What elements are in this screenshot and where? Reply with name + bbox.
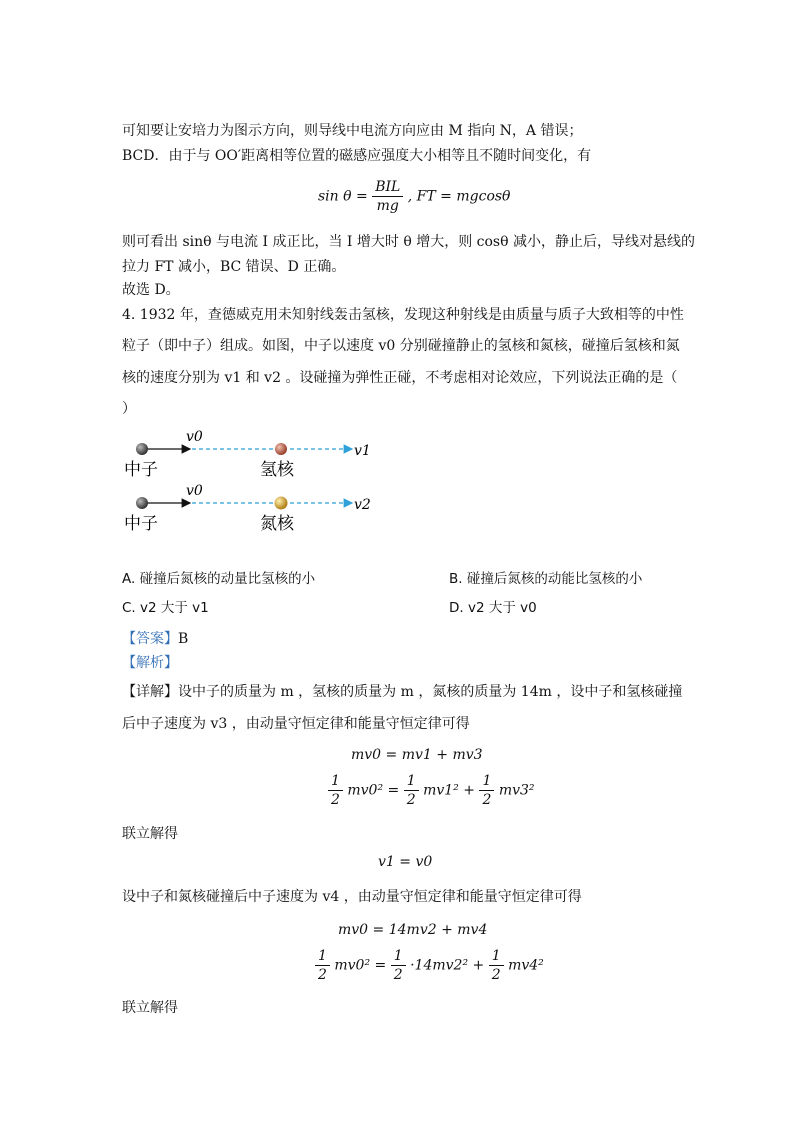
answer-tag: 【答案】 — [122, 631, 178, 647]
fraction-half — [391, 947, 406, 984]
label-nitrogen: 氮核 — [260, 514, 294, 534]
fraction-numerator: 1 — [489, 947, 504, 966]
formula-rest: , FT = mgcosθ — [407, 188, 511, 205]
label-neutron: 中子 — [124, 514, 158, 534]
fraction-numerator: BIL — [372, 178, 403, 197]
answer-line — [122, 629, 188, 649]
fraction-numerator: 1 — [328, 772, 343, 791]
fraction-half — [479, 772, 494, 809]
fraction-denominator: 2 — [406, 792, 416, 808]
fraction-numerator: 1 — [404, 772, 419, 791]
detail-line: 后中子速度为 v3 ，由动量守恒定律和能量守恒定律可得 — [122, 716, 470, 732]
label-v2: v2 — [354, 497, 371, 513]
fraction-numerator: 1 — [315, 947, 330, 966]
option-c: C. v2 大于 v1 — [122, 600, 209, 616]
fraction — [372, 178, 403, 215]
neutron-ball — [136, 497, 148, 509]
text-line: 故选 D。 — [122, 282, 180, 298]
collision-diagram — [118, 425, 378, 535]
fraction-numerator: 1 — [391, 947, 406, 966]
label-neutron: 中子 — [124, 460, 158, 480]
equation-part: mv0² = — [347, 782, 400, 799]
analysis-tag: 【解析】 — [122, 655, 178, 671]
fraction-half — [315, 947, 330, 984]
label-v0: v0 — [186, 483, 203, 499]
equation-result-1: v1 = v0 — [378, 854, 433, 870]
fraction-denominator: 2 — [318, 967, 327, 983]
option-b: B. 碰撞后氮核的动能比氢核的小 — [449, 571, 643, 587]
question-line: 粒子（即中子）组成。如图，中子以速度 v0 分别碰撞静止的氢核和氮核，碰撞后氢核和氮 — [122, 338, 680, 354]
fraction-denominator: 2 — [482, 792, 492, 808]
fraction-denominator: 2 — [393, 967, 403, 983]
fraction-denominator: mg — [376, 198, 399, 214]
fraction-half — [328, 772, 343, 809]
fraction-numerator: 1 — [479, 772, 494, 791]
fraction-half — [489, 947, 504, 984]
detail-tag: 【详解】 — [122, 684, 178, 700]
question-line: 核的速度分别为 v1 和 v2 。设碰撞为弹性正碰，不考虑相对论效应，下列说法正确的是（ — [122, 370, 678, 386]
question-line: ） — [122, 401, 136, 417]
nitrogen-ball — [275, 497, 288, 510]
text-line: 可知要让安培力为图示方向，则导线中电流方向应由 M 指向 N，A 错误； — [122, 123, 583, 139]
option-a: A. 碰撞后氮核的动量比氢核的小 — [122, 571, 316, 587]
neutron-ball — [136, 443, 148, 455]
formula-sin-theta — [318, 178, 510, 215]
label-hydrogen: 氢核 — [260, 460, 294, 480]
detail-text: 设中子的质量为 m ，氢核的质量为 m ，氮核的质量为 14m ，设中子和氢核碰撞 — [178, 684, 683, 700]
detail-line: 设中子和氮核碰撞后中子速度为 v4 ，由动量守恒定律和能量守恒定律可得 — [122, 889, 582, 905]
equation-part: mv4² — [508, 957, 544, 974]
equation-part: mv0² = — [334, 957, 387, 974]
label-v0: v0 — [186, 429, 203, 445]
equation-energy-2 — [315, 947, 544, 984]
equation-momentum-1: mv0 = mv1 + mv3 — [351, 747, 483, 763]
detail-line — [122, 682, 682, 702]
formula-lhs: sin θ = — [318, 188, 368, 205]
answer-value: B — [178, 631, 189, 647]
fraction-half — [404, 772, 419, 809]
fraction-denominator: 2 — [491, 967, 501, 983]
text-line: 联立解得 — [122, 826, 178, 842]
label-v1: v1 — [354, 443, 371, 459]
option-d: D. v2 大于 v0 — [449, 600, 537, 616]
equation-part: mv1² + — [423, 782, 475, 799]
fraction-denominator: 2 — [331, 792, 340, 808]
text-line: 联立解得 — [122, 1000, 178, 1016]
hydrogen-ball — [275, 443, 287, 455]
equation-part: mv3² — [498, 782, 535, 799]
question-line: 4. 1932 年，查德威克用未知射线轰击氢核，发现这种射线是由质量与质子大致相等的中性 — [122, 307, 684, 323]
text-line: 则可看出 sinθ 与电流 I 成正比，当 I 增大时 θ 增大，则 cosθ 减小，静止后，导线对悬线的 — [122, 234, 695, 250]
equation-momentum-2: mv0 = 14mv2 + mv4 — [338, 922, 488, 938]
text-line: BCD．由于与 OO′距离相等位置的磁感应强度大小相等且不随时间变化，有 — [122, 148, 592, 164]
text-line: 拉力 FT 减小，BC 错误、D 正确。 — [122, 259, 346, 275]
equation-part: ·14mv2² + — [410, 957, 485, 974]
equation-energy-1 — [328, 772, 535, 809]
